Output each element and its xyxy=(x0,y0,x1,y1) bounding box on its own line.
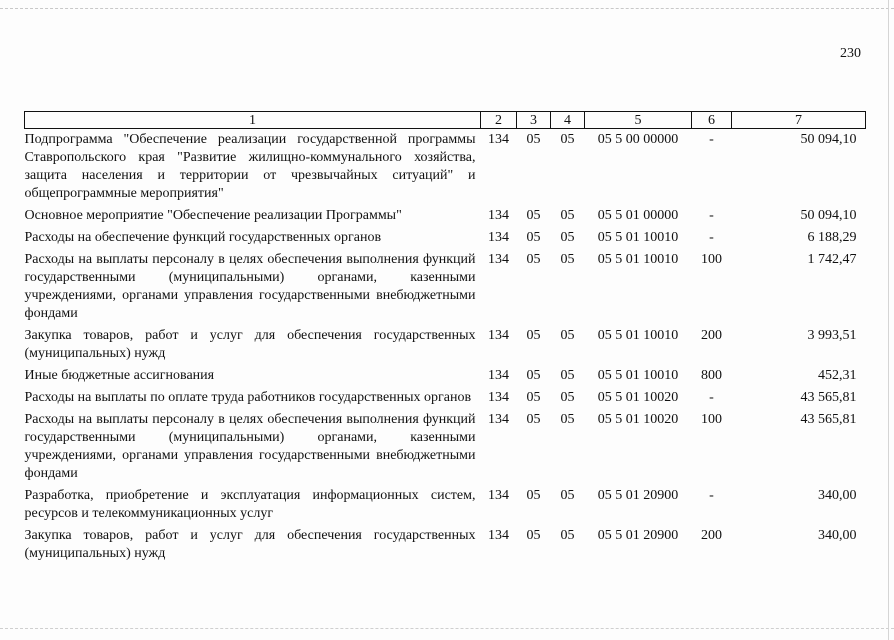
cell-ministry-code: 134 xyxy=(488,412,509,427)
table-row xyxy=(25,411,866,487)
cell-description: Основное мероприятие "Обеспечение реализации Программы" xyxy=(24,208,402,223)
cell-subsection: 05 xyxy=(560,412,575,427)
cell-description: Расходы на выплаты персоналу в целях обеспечения выполнения функций государственными (муниципальными) органами, казенными учреждениями, органами управления государственными внебюджетными фондами xyxy=(24,412,476,481)
cell-section: 05 xyxy=(526,528,541,543)
cell-ministry-code: 134 xyxy=(488,132,509,147)
header-col-7: 7 xyxy=(732,112,866,129)
cell-section: 05 xyxy=(526,252,541,267)
cell-target-article: 05 5 01 10010 xyxy=(597,328,679,343)
cell-expense-type: 200 xyxy=(701,328,722,343)
header-col-6: 6 xyxy=(692,112,732,129)
header-col-5: 5 xyxy=(585,112,692,129)
scan-edge-right xyxy=(888,0,889,640)
cell-subsection: 05 xyxy=(560,132,575,147)
cell-section: 05 xyxy=(526,328,541,343)
cell-subsection: 05 xyxy=(560,230,575,245)
cell-description: Подпрограмма "Обеспечение реализации государственной программы Ставропольского края "Развитие жилищно-коммунального хозяйства, защита населения и территории от чрезвычайных ситуаций" и общепрограммные мероприятия" xyxy=(24,132,476,201)
cell-expense-type: - xyxy=(709,132,714,147)
cell-description: Закупка товаров, работ и услуг для обеспечения государственных (муниципальных) нужд xyxy=(24,328,476,361)
header-col-3: 3 xyxy=(517,112,551,129)
cell-amount: 340,00 xyxy=(818,488,857,503)
cell-description: Расходы на выплаты персоналу в целях обеспечения выполнения функций государственными (муниципальными) органами, казенными учреждениями, органами управления государственными внебюджетными фондами xyxy=(24,252,476,321)
cell-amount: 6 188,29 xyxy=(807,230,857,245)
header-col-1: 1 xyxy=(25,112,481,129)
cell-amount: 43 565,81 xyxy=(800,390,857,405)
cell-description: Разработка, приобретение и эксплуатация информационных систем, ресурсов и телекоммуникационных услуг xyxy=(24,488,476,521)
cell-target-article: 05 5 01 10020 xyxy=(597,412,679,427)
cell-subsection: 05 xyxy=(560,368,575,383)
cell-subsection: 05 xyxy=(560,528,575,543)
cell-target-article: 05 5 01 10010 xyxy=(597,368,679,383)
cell-target-article: 05 5 01 20900 xyxy=(597,528,679,543)
cell-ministry-code: 134 xyxy=(488,252,509,267)
cell-ministry-code: 134 xyxy=(488,368,509,383)
table-row xyxy=(25,389,866,411)
cell-amount: 340,00 xyxy=(818,528,857,543)
cell-ministry-code: 134 xyxy=(488,390,509,405)
table-body xyxy=(25,129,866,568)
table-row xyxy=(25,251,866,327)
cell-subsection: 05 xyxy=(560,328,575,343)
cell-section: 05 xyxy=(526,488,541,503)
table-header-row xyxy=(25,112,866,129)
cell-section: 05 xyxy=(526,412,541,427)
cell-ministry-code: 134 xyxy=(488,208,509,223)
cell-section: 05 xyxy=(526,132,541,147)
cell-expense-type: - xyxy=(709,390,714,405)
cell-target-article: 05 5 01 20900 xyxy=(597,488,679,503)
scan-edge-bottom xyxy=(0,628,894,629)
cell-description: Иные бюджетные ассигнования xyxy=(24,368,215,383)
cell-target-article: 05 5 01 10010 xyxy=(597,252,679,267)
cell-expense-type: - xyxy=(709,488,714,503)
cell-amount: 50 094,10 xyxy=(800,208,857,223)
cell-ministry-code: 134 xyxy=(488,328,509,343)
cell-amount: 3 993,51 xyxy=(807,328,857,343)
header-col-2: 2 xyxy=(481,112,517,129)
cell-expense-type: 800 xyxy=(701,368,722,383)
cell-amount: 50 094,10 xyxy=(800,132,857,147)
header-col-4: 4 xyxy=(551,112,585,129)
cell-subsection: 05 xyxy=(560,208,575,223)
cell-ministry-code: 134 xyxy=(488,488,509,503)
cell-target-article: 05 5 00 00000 xyxy=(597,132,679,147)
table-row xyxy=(25,527,866,567)
budget-table xyxy=(24,111,866,567)
cell-subsection: 05 xyxy=(560,488,575,503)
scan-edge-top xyxy=(0,8,894,9)
table-row xyxy=(25,207,866,229)
cell-ministry-code: 134 xyxy=(488,230,509,245)
cell-section: 05 xyxy=(526,390,541,405)
cell-section: 05 xyxy=(526,230,541,245)
cell-amount: 43 565,81 xyxy=(800,412,857,427)
table-row xyxy=(25,367,866,389)
cell-description: Расходы на выплаты по оплате труда работников государственных органов xyxy=(24,390,472,405)
cell-expense-type: 200 xyxy=(701,528,722,543)
cell-section: 05 xyxy=(526,208,541,223)
cell-expense-type: - xyxy=(709,230,714,245)
table-row xyxy=(25,487,866,527)
cell-target-article: 05 5 01 10010 xyxy=(597,230,679,245)
page-number: 230 xyxy=(840,46,861,61)
cell-target-article: 05 5 01 10020 xyxy=(597,390,679,405)
cell-description: Расходы на обеспечение функций государственных органов xyxy=(24,230,382,245)
cell-amount: 452,31 xyxy=(818,368,857,383)
cell-expense-type: 100 xyxy=(701,412,722,427)
cell-amount: 1 742,47 xyxy=(807,252,857,267)
table-row xyxy=(25,327,866,367)
cell-subsection: 05 xyxy=(560,390,575,405)
table-row xyxy=(25,229,866,251)
cell-section: 05 xyxy=(526,368,541,383)
cell-subsection: 05 xyxy=(560,252,575,267)
cell-expense-type: 100 xyxy=(701,252,722,267)
table-row xyxy=(25,129,866,208)
cell-expense-type: - xyxy=(709,208,714,223)
cell-target-article: 05 5 01 00000 xyxy=(597,208,679,223)
cell-ministry-code: 134 xyxy=(488,528,509,543)
cell-description: Закупка товаров, работ и услуг для обеспечения государственных (муниципальных) нужд xyxy=(24,528,476,561)
